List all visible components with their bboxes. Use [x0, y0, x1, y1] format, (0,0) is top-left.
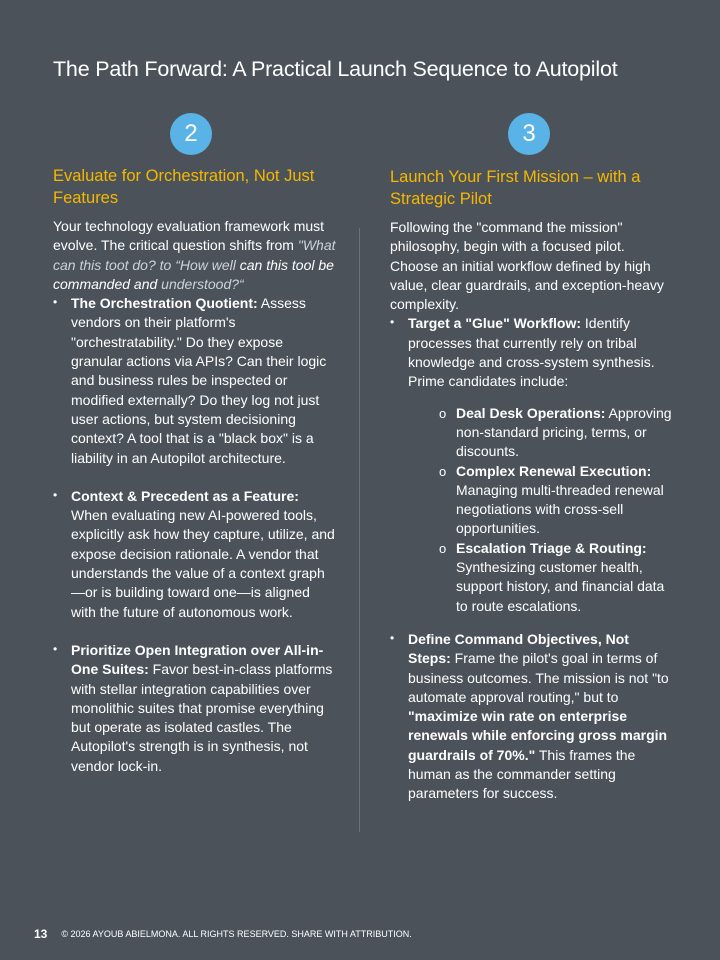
- page-footer: [34, 927, 412, 941]
- sub-item-text: Synthesizing customer health, support history, and financial data to route escalations.: [456, 559, 665, 614]
- sub-list-item: [438, 539, 675, 616]
- bullet-text: Frame the pilot's goal in terms of business outcomes. The mission is not "to automate approval routing," but to: [408, 650, 669, 705]
- left-intro-paragraph: [53, 217, 338, 294]
- sub-item-lead: Complex Renewal Execution:: [456, 462, 652, 479]
- bullet-text: When evaluating new AI-powered tools, explicitly ask how they capture, utilize, and expose decision rationale. A vendor that understands the value of a context graph—or is building toward one—is aligned with the future of autonomous work.: [71, 507, 335, 620]
- list-item: [390, 314, 675, 615]
- sub-list-item: [438, 462, 675, 539]
- right-column: [390, 166, 675, 804]
- right-bullet-list: [390, 314, 675, 803]
- section-heading-evaluate: Evaluate for Orchestration, Not Just Features: [53, 167, 315, 207]
- bullet-lead: Context & Precedent as a Feature:: [71, 487, 299, 504]
- copyright-notice: © 2026 AYOUB ABIELMONA. ALL RIGHTS RESERVED. SHARE WITH ATTRIBUTION.: [61, 929, 412, 939]
- left-bullet-list: [53, 294, 338, 776]
- candidate-sublist: [408, 404, 675, 616]
- bullet-text: Favor best-in-class platforms with stellar integration capabilities over monolithic suites that promise everything but operate as isolated castles. The Autopilot's strength is in synthesis, not vendor lock-in.: [71, 661, 333, 774]
- bullet-lead: Define Command Objectives, Not Steps:: [408, 630, 629, 667]
- column-divider: [359, 228, 360, 832]
- bullet-text: Identify processes that currently rely on tribal knowledge and cross-system synthesis. Prime candidates include:: [408, 315, 655, 390]
- bullet-emphasis: "maximize win rate on enterprise renewals while enforcing gross margin guardrails of 70%.": [408, 708, 668, 763]
- sub-list-item: [438, 404, 675, 462]
- bullet-lead: Prioritize Open Integration over All-in-One Suites:: [71, 641, 324, 678]
- intro-quote: "What can this toot do? to “How well: [53, 237, 336, 273]
- bullet-text: Assess vendors on their platform's "orchestratability." Do they expose granular actions via APIs? Can their logic and business rules be inspected or modified externally? Do they log not just user actions, but system decisioning context? A tool that is a "black box" is a liability in an Autopilot architecture.: [71, 295, 327, 466]
- sub-item-text: Approving non-standard pricing, terms, or discounts.: [456, 404, 672, 460]
- list-item: [53, 294, 338, 468]
- bullet-lead: Target a "Glue" Workflow:: [408, 315, 581, 332]
- bullet-text-end: This frames the human as the commander setting parameters for success.: [408, 746, 636, 802]
- list-item: [390, 630, 675, 804]
- left-column: [53, 165, 338, 776]
- step-number-badge-2: 2: [170, 113, 212, 155]
- sub-item-lead: Escalation Triage & Routing:: [456, 539, 647, 556]
- list-item: [53, 487, 338, 622]
- intro-text: Your technology evaluation framework must evolve. The critical question shifts from: [53, 218, 325, 254]
- sub-item-text: Managing multi-threaded renewal negotiations with cross-sell opportunities.: [456, 481, 664, 537]
- section-heading-launch: Launch Your First Mission – with a Strategic Pilot: [390, 168, 641, 208]
- page-title: The Path Forward: A Practical Launch Sequence to Autopilot: [53, 57, 618, 81]
- sub-item-lead: Deal Desk Operations:: [456, 404, 606, 421]
- right-intro-paragraph: Following the "command the mission" philosophy, begin with a focused pilot. Choose an initial workflow defined by high value, clear guardrails, and exception-heavy complexity.: [390, 219, 664, 313]
- intro-quote-end: understood?“: [157, 275, 244, 292]
- list-item: [53, 641, 338, 776]
- page-number: 13: [34, 927, 48, 941]
- bullet-lead: The Orchestration Quotient:: [71, 295, 258, 312]
- intro-quote-emphasis: can this tool be commanded and: [53, 256, 334, 292]
- step-number-badge-3: 3: [508, 113, 550, 155]
